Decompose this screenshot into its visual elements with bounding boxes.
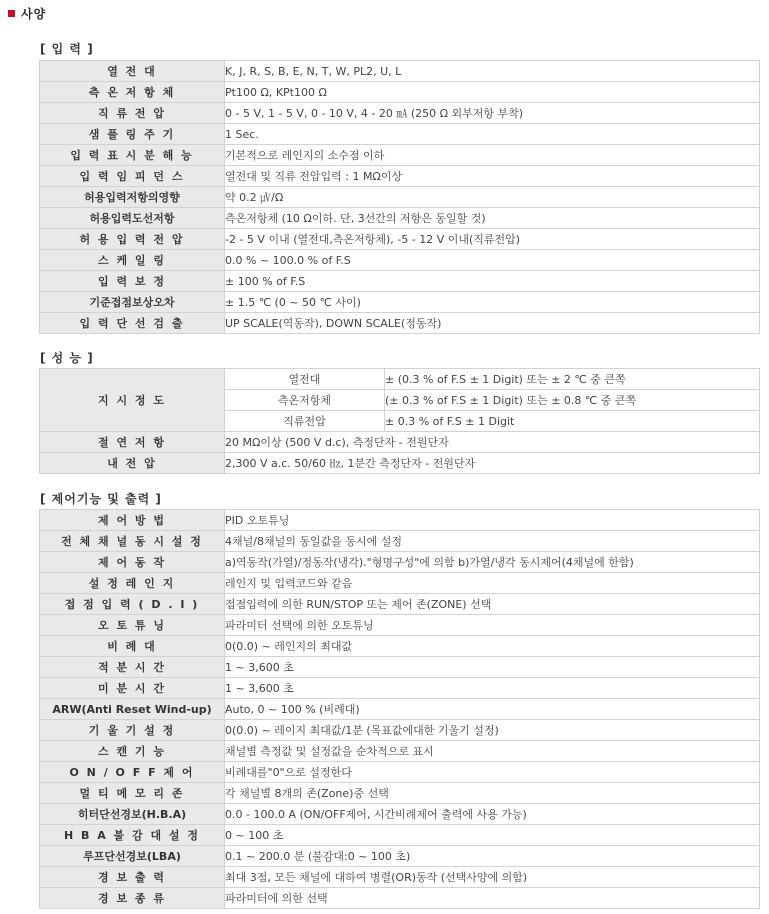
table-row [40,124,760,145]
input-spec-table [39,60,760,334]
row-value: 파라미터에 의한 선택 [225,888,760,909]
row-value: (± 0.3 % of F.S ± 1 Digit) 또는 ± 0.8 ℃ 중 큰쪽 [385,390,760,411]
row-label: 오 토 튜 닝 [40,615,225,636]
row-value: a)역동작(가열)/정동작(냉각)."형명구성"에 의함 b)가열/냉각 동시제어(4채널에 한함) [225,552,760,573]
table-row [40,888,760,909]
row-label: 기 울 기 설 정 [40,720,225,741]
row-label: 스 캔 기 능 [40,741,225,762]
table-row [40,61,760,82]
row-value: 약 0.2 ㎶/Ω [225,187,760,208]
table-row [40,699,760,720]
row-label: 설 정 레 인 지 [40,573,225,594]
row-value: 접점입력에 의한 RUN/STOP 또는 제어 존(ZONE) 선택 [225,594,760,615]
row-sublabel: 직류전압 [225,411,385,432]
row-label: 열 전 대 [40,61,225,82]
row-label: 제 어 동 작 [40,552,225,573]
row-label: 제 어 방 법 [40,510,225,531]
table-row [40,762,760,783]
table-row [40,82,760,103]
table-row [40,369,760,390]
row-value: 측온저항체 (10 Ω이하. 단, 3선간의 저항은 동일할 것) [225,208,760,229]
table-row [40,313,760,334]
table-row [40,720,760,741]
table-row [40,846,760,867]
table-row [40,657,760,678]
row-value: 1 Sec. [225,124,760,145]
row-label: 미 분 시 간 [40,678,225,699]
row-value: Pt100 Ω, KPt100 Ω [225,82,760,103]
row-value: ± (0.3 % of F.S ± 1 Digit) 또는 ± 2 ℃ 중 큰쪽 [385,369,760,390]
row-label: 절 연 저 항 [40,432,225,453]
row-value: ± 1.5 ℃ (0 ~ 50 ℃ 사이) [225,292,760,313]
row-value: 1 ~ 3,600 초 [225,657,760,678]
row-value: 0.0 - 100.0 A (ON/OFF제어, 시간비례제어 출력에 사용 가능) [225,804,760,825]
row-sublabel: 열전대 [225,369,385,390]
table-row [40,825,760,846]
row-label: 멀 티 메 모 리 존 [40,783,225,804]
row-label: 측 온 저 항 체 [40,82,225,103]
row-value: 4채널/8채널의 동일값을 동시에 설정 [225,531,760,552]
section-title-control: [ 제어기능 및 출력 ] [40,492,162,506]
row-label: 적 분 시 간 [40,657,225,678]
control-spec-table [39,509,760,909]
row-value: 0.0 % ~ 100.0 % of F.S [225,250,760,271]
performance-spec-table [39,368,760,474]
row-label: 입 력 표 시 분 해 능 [40,145,225,166]
table-row [40,804,760,825]
row-value: 최대 3점, 모든 채널에 대하여 병렬(OR)동작 (선택사양에 의함) [225,867,760,888]
table-row [40,678,760,699]
section-title-input: [ 입 력 ] [40,42,94,56]
row-value: ± 0.3 % of F.S ± 1 Digit [385,411,760,432]
row-value: 각 채널별 8개의 존(Zone)중 선택 [225,783,760,804]
table-row [40,573,760,594]
page-header [8,5,46,21]
table-row [40,208,760,229]
row-label: 허용입력저항의영향 [40,187,225,208]
row-value: 파라미터 선택에 의한 오토튜닝 [225,615,760,636]
table-row [40,783,760,804]
table-row [40,594,760,615]
row-label: 지 시 정 도 [40,369,225,432]
row-label: ARW(Anti Reset Wind-up) [40,699,225,720]
row-value: 비례대를"0"으로 설정한다 [225,762,760,783]
row-value: PID 오토튜닝 [225,510,760,531]
row-value: 0 - 5 V, 1 - 5 V, 0 - 10 V, 4 - 20 ㎃ (250 Ω 외부저항 부착) [225,103,760,124]
row-value: -2 - 5 V 이내 (열전대,측온저항체), -5 - 12 V 이내(직류전압) [225,229,760,250]
table-row [40,292,760,313]
row-value: 레인지 및 입력코드와 같음 [225,573,760,594]
row-label: 허용입력도선저항 [40,208,225,229]
table-row [40,229,760,250]
row-label: 입 력 단 선 검 출 [40,313,225,334]
table-row [40,166,760,187]
row-value: 0 ~ 100 초 [225,825,760,846]
row-label: 전 체 채 널 동 시 설 정 [40,531,225,552]
table-row [40,145,760,166]
table-row [40,741,760,762]
row-label: 샘 플 링 주 기 [40,124,225,145]
row-value: Auto, 0 ~ 100 % (비례대) [225,699,760,720]
table-row [40,531,760,552]
row-label: 허 용 입 력 전 압 [40,229,225,250]
row-label: H B A 불 감 대 설 정 [40,825,225,846]
row-value: 0(0.0) ~ 레이지 최대값/1분 (목표값에대한 기울기 설정) [225,720,760,741]
row-label: 경 보 종 류 [40,888,225,909]
section-title-performance: [ 성 능 ] [40,351,94,365]
row-label: 루프단선경보(LBA) [40,846,225,867]
row-value: 20 MΩ이상 (500 V d.c), 측정단자 - 전원단자 [225,432,760,453]
row-label: 직 류 전 압 [40,103,225,124]
table-row [40,867,760,888]
row-value: 0.1 ~ 200.0 분 (불감대:0 ~ 100 초) [225,846,760,867]
table-row [40,271,760,292]
row-value: ± 100 % of F.S [225,271,760,292]
table-row [40,250,760,271]
row-value: 2,300 V a.c. 50/60 ㎐, 1분간 측정단자 - 전원단자 [225,453,760,474]
table-row [40,552,760,573]
row-label: 스 케 일 링 [40,250,225,271]
row-value: 기본적으로 레인지의 소수점 이하 [225,145,760,166]
square-bullet-icon [8,10,15,17]
row-label: 입 력 임 피 던 스 [40,166,225,187]
row-label: 히터단선경보(H.B.A) [40,804,225,825]
row-label: 경 보 출 력 [40,867,225,888]
page-title: 사양 [21,6,47,21]
table-row [40,187,760,208]
row-value: 1 ~ 3,600 초 [225,678,760,699]
table-row [40,453,760,474]
table-row [40,432,760,453]
table-row [40,103,760,124]
row-label: 내 전 압 [40,453,225,474]
row-value: 0(0.0) ~ 레인지의 최대값 [225,636,760,657]
row-value: UP SCALE(역동작), DOWN SCALE(정동작) [225,313,760,334]
row-label: 입 력 보 정 [40,271,225,292]
row-value: K, J, R, S, B, E, N, T, W, PL2, U, L [225,61,760,82]
row-label: 접 점 입 력 ( D . I ) [40,594,225,615]
row-sublabel: 측온저항체 [225,390,385,411]
row-label: 비 례 대 [40,636,225,657]
table-row [40,615,760,636]
table-row [40,510,760,531]
row-value: 채널별 측정값 및 설정값을 순차적으로 표시 [225,741,760,762]
row-label: O N / O F F 제 어 [40,762,225,783]
row-value: 열전대 및 직류 전압입력 : 1 MΩ이상 [225,166,760,187]
row-label: 기준접점보상오차 [40,292,225,313]
table-row [40,636,760,657]
